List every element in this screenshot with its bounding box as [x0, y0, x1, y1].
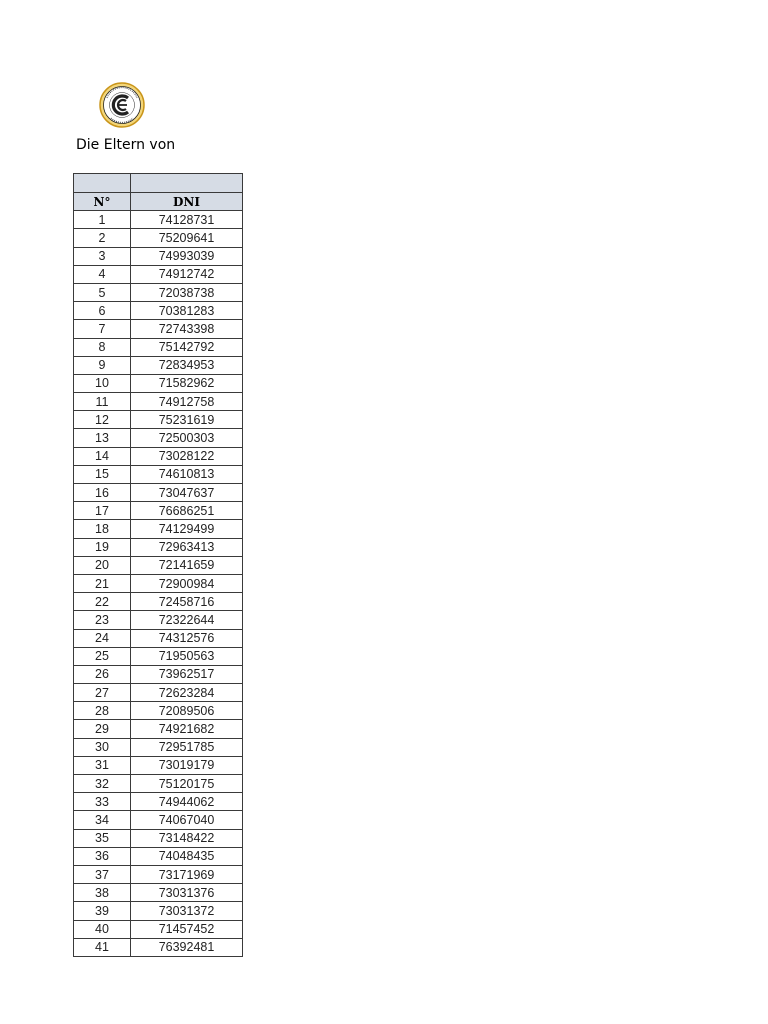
row-number-cell: 24	[74, 629, 131, 647]
table-row	[74, 647, 243, 665]
blank-header-cell	[74, 174, 131, 193]
dni-cell: 75142792	[131, 338, 243, 356]
table-row	[74, 429, 243, 447]
table-row	[74, 720, 243, 738]
column-header-number: N°	[74, 193, 131, 211]
table-row	[74, 847, 243, 865]
dni-cell: 72963413	[131, 538, 243, 556]
row-number-cell: 27	[74, 684, 131, 702]
table-row	[74, 938, 243, 956]
dni-cell: 75231619	[131, 411, 243, 429]
table-row	[74, 302, 243, 320]
table-row	[74, 702, 243, 720]
row-number-cell: 11	[74, 393, 131, 411]
dni-cell: 72089506	[131, 702, 243, 720]
dni-cell: 73962517	[131, 665, 243, 683]
table-row	[74, 756, 243, 774]
row-number-cell: 20	[74, 556, 131, 574]
dni-cell: 70381283	[131, 302, 243, 320]
row-number-cell: 34	[74, 811, 131, 829]
dni-cell: 73028122	[131, 447, 243, 465]
dni-cell: 73171969	[131, 865, 243, 883]
table-row	[74, 502, 243, 520]
row-number-cell: 9	[74, 356, 131, 374]
table-row	[74, 593, 243, 611]
column-header-dni: DNI	[131, 193, 243, 211]
table-row	[74, 884, 243, 902]
dni-cell: 72900984	[131, 574, 243, 592]
row-number-cell: 3	[74, 247, 131, 265]
dni-cell: 76686251	[131, 502, 243, 520]
dni-cell: 73047637	[131, 484, 243, 502]
row-number-cell: 6	[74, 302, 131, 320]
dni-cell: 72623284	[131, 684, 243, 702]
dni-cell: 74993039	[131, 247, 243, 265]
table-row	[74, 283, 243, 301]
dni-cell: 72951785	[131, 738, 243, 756]
row-number-cell: 38	[74, 884, 131, 902]
dni-cell: 72743398	[131, 320, 243, 338]
row-number-cell: 19	[74, 538, 131, 556]
row-number-cell: 5	[74, 283, 131, 301]
dni-cell: 75120175	[131, 775, 243, 793]
dni-cell: 72834953	[131, 356, 243, 374]
dni-cell: 71950563	[131, 647, 243, 665]
row-number-cell: 22	[74, 593, 131, 611]
dni-cell: 73019179	[131, 756, 243, 774]
dni-cell: 74129499	[131, 520, 243, 538]
dni-cell: 73031376	[131, 884, 243, 902]
row-number-cell: 12	[74, 411, 131, 429]
row-number-cell: 36	[74, 847, 131, 865]
row-number-cell: 10	[74, 374, 131, 392]
table-row	[74, 811, 243, 829]
table-row	[74, 684, 243, 702]
row-number-cell: 37	[74, 865, 131, 883]
table-row	[74, 574, 243, 592]
table-row	[74, 865, 243, 883]
row-number-cell: 14	[74, 447, 131, 465]
logo-graphic	[99, 82, 145, 128]
row-number-cell: 29	[74, 720, 131, 738]
table-row	[74, 393, 243, 411]
row-number-cell: 17	[74, 502, 131, 520]
dni-cell: 73031372	[131, 902, 243, 920]
table-row	[74, 665, 243, 683]
table-blank-header-row	[74, 174, 243, 193]
dni-cell: 72458716	[131, 593, 243, 611]
table-row	[74, 629, 243, 647]
dni-cell: 71457452	[131, 920, 243, 938]
dni-cell: 74312576	[131, 629, 243, 647]
table-row	[74, 338, 243, 356]
table-row	[74, 738, 243, 756]
table-row	[74, 829, 243, 847]
table-row	[74, 793, 243, 811]
table-row	[74, 356, 243, 374]
dni-cell: 72322644	[131, 611, 243, 629]
dni-cell: 74048435	[131, 847, 243, 865]
row-number-cell: 1	[74, 211, 131, 229]
table-row	[74, 247, 243, 265]
dni-cell: 74944062	[131, 793, 243, 811]
row-number-cell: 40	[74, 920, 131, 938]
row-number-cell: 39	[74, 902, 131, 920]
dni-cell: 75209641	[131, 229, 243, 247]
dni-cell: 73148422	[131, 829, 243, 847]
row-number-cell: 31	[74, 756, 131, 774]
table-body	[74, 211, 243, 957]
dni-table	[73, 173, 243, 957]
row-number-cell: 30	[74, 738, 131, 756]
intro-text: Die Eltern von	[76, 137, 176, 153]
row-number-cell: 23	[74, 611, 131, 629]
row-number-cell: 13	[74, 429, 131, 447]
table-row	[74, 902, 243, 920]
table-row	[74, 265, 243, 283]
row-number-cell: 26	[74, 665, 131, 683]
table-row	[74, 520, 243, 538]
dni-cell: 71582962	[131, 374, 243, 392]
dni-cell: 72141659	[131, 556, 243, 574]
table-row	[74, 920, 243, 938]
table-row	[74, 411, 243, 429]
table-row	[74, 611, 243, 629]
row-number-cell: 16	[74, 484, 131, 502]
table-row	[74, 374, 243, 392]
row-number-cell: 28	[74, 702, 131, 720]
row-number-cell: 33	[74, 793, 131, 811]
dni-cell: 72500303	[131, 429, 243, 447]
dni-cell: 74912758	[131, 393, 243, 411]
table-row	[74, 775, 243, 793]
dni-cell: 76392481	[131, 938, 243, 956]
table-row	[74, 556, 243, 574]
dni-cell: 74610813	[131, 465, 243, 483]
row-number-cell: 41	[74, 938, 131, 956]
dni-cell: 74912742	[131, 265, 243, 283]
table-header-row	[74, 193, 243, 211]
row-number-cell: 25	[74, 647, 131, 665]
dni-cell: 74067040	[131, 811, 243, 829]
blank-header-cell	[131, 174, 243, 193]
table-row	[74, 484, 243, 502]
row-number-cell: 18	[74, 520, 131, 538]
school-crest-logo	[99, 82, 145, 128]
table-row	[74, 229, 243, 247]
table-row	[74, 538, 243, 556]
row-number-cell: 8	[74, 338, 131, 356]
dni-cell: 74921682	[131, 720, 243, 738]
table-row	[74, 465, 243, 483]
table-row	[74, 211, 243, 229]
table-row	[74, 320, 243, 338]
row-number-cell: 35	[74, 829, 131, 847]
table-row	[74, 447, 243, 465]
row-number-cell: 21	[74, 574, 131, 592]
row-number-cell: 4	[74, 265, 131, 283]
row-number-cell: 32	[74, 775, 131, 793]
row-number-cell: 2	[74, 229, 131, 247]
dni-cell: 74128731	[131, 211, 243, 229]
row-number-cell: 7	[74, 320, 131, 338]
dni-cell: 72038738	[131, 283, 243, 301]
row-number-cell: 15	[74, 465, 131, 483]
